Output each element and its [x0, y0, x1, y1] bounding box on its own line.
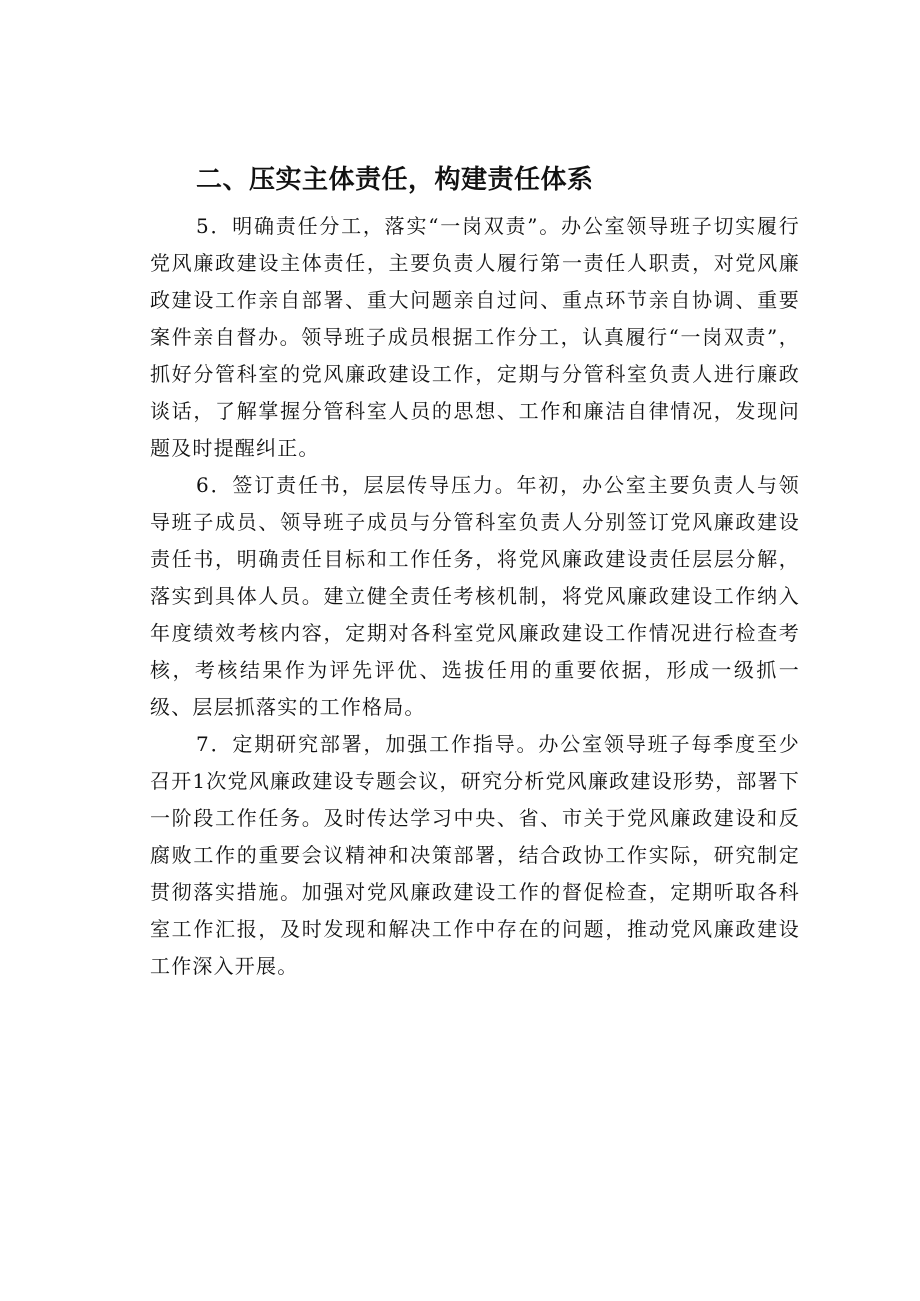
paragraph-5: 5．明确责任分工，落实“一岗双责”。办公室领导班子切实履行党风廉政建设主体责任，主要负责人履行第一责任人职责，对党风廉政建设工作亲自部署、重大问题亲自过问、重点环节亲自协调、重要案件亲自督办。领导班子成员根据工作分工，认真履行“一岗双责”，抓好分管科室的党风廉政建设工作，定期与分管科室负责人进行廉政谈话，了解掌握分管科室人员的思想、工作和廉洁自律情况，发现问题及时提醒纠正。	[150, 214, 800, 460]
document-body	[150, 158, 800, 985]
paragraph-7: 7．定期研究部署，加强工作指导。办公室领导班子每季度至少召开1次党风廉政建设专题会议，研究分析党风廉政建设形势，部署下一阶段工作任务。及时传达学习中央、省、市关于党风廉政建设和反腐败工作的重要会议精神和决策部署，结合政协工作实际，研究制定贯彻落实措施。加强对党风廉政建设工作的督促检查，定期听取各科室工作汇报，及时发现和解决工作中存在的问题，推动党风廉政建设工作深入开展。	[150, 732, 800, 978]
paragraph-6: 6．签订责任书，层层传导压力。年初，办公室主要负责人与领导班子成员、领导班子成员与分管科室负责人分别签订党风廉政建设责任书，明确责任目标和工作任务，将党风廉政建设责任层层分解，落实到具体人员。建立健全责任考核机制，将党风廉政建设工作纳入年度绩效考核内容，定期对各科室党风廉政建设工作情况进行检查考核，考核结果作为评先评优、选拔任用的重要依据，形成一级抓一级、层层抓落实的工作格局。	[150, 473, 800, 719]
section-heading: 二、压实主体责任，构建责任体系	[196, 165, 594, 195]
